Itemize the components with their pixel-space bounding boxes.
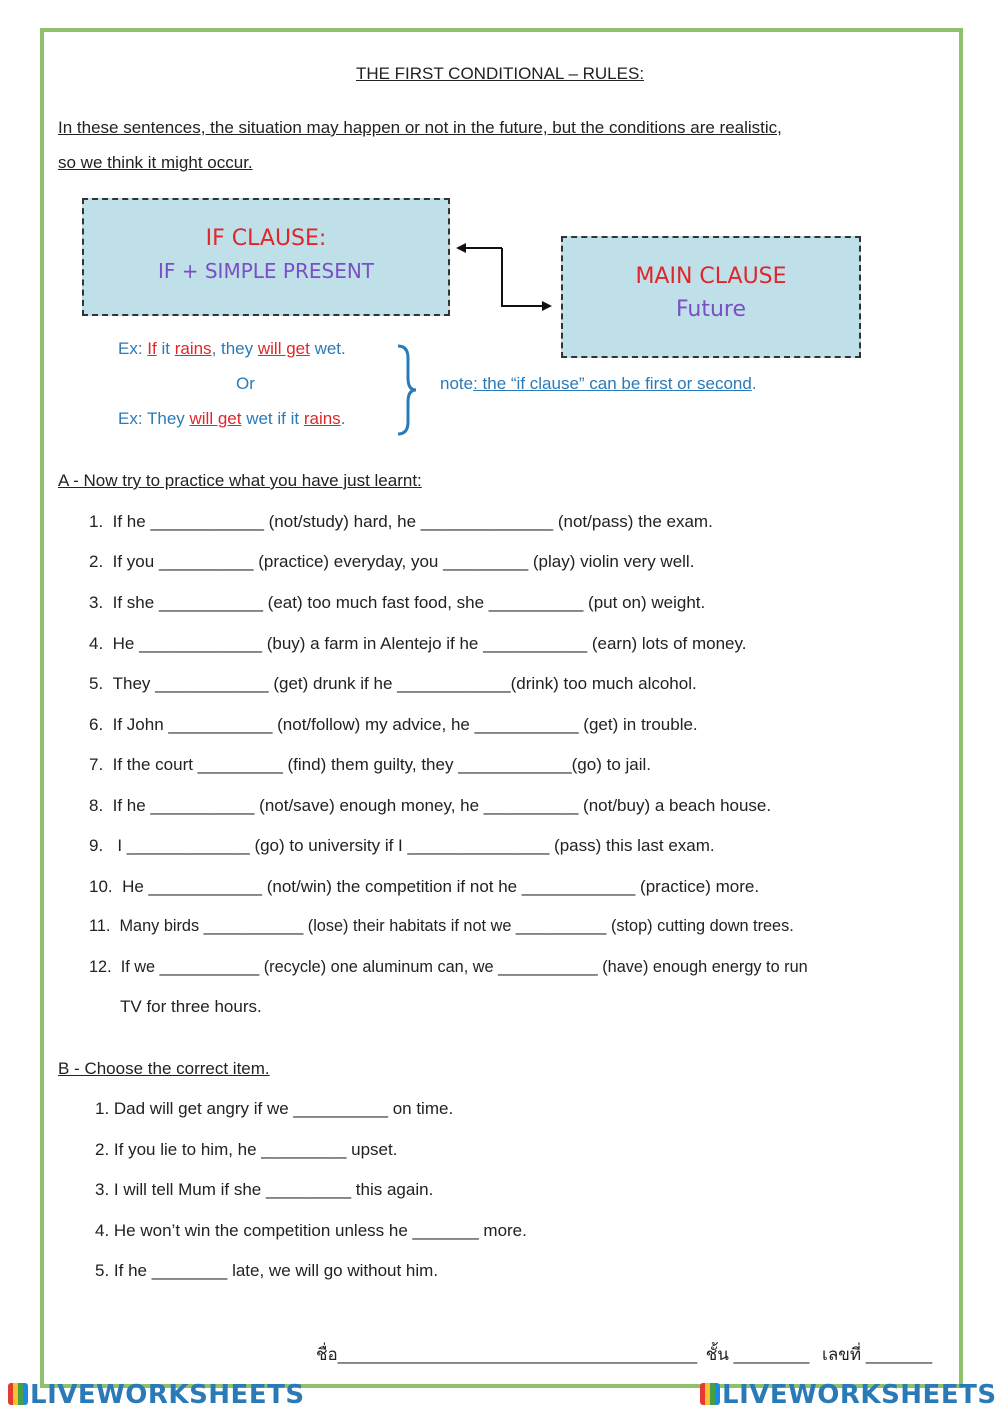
brand-logo-left: LIVEWORKSHEETS (8, 1380, 305, 1410)
exercise-a-item: 9. I _____________ (go) to university if I _______________ (pass) this last exam. (89, 836, 715, 855)
exercise-b-item: 5. If he ________ late, we will go without him. (95, 1261, 439, 1280)
exercise-b-item: 4. He won’t win the competition unless he _______ more. (95, 1221, 527, 1240)
note: note: the “if clause” can be first or second. (440, 374, 757, 393)
exercise-a-item: 12. If we ___________ (recycle) one aluminum can, we ___________ (have) enough energy to run (89, 958, 808, 976)
intro-line-1: In these sentences, the situation may happen or not in the future, but the conditions are realistic, (58, 118, 782, 137)
exercise-b-item: 3. I will tell Mum if she _________ this again. (95, 1180, 434, 1199)
number-field[interactable]: _______ (865, 1345, 933, 1364)
main-clause-formula: Future (675, 297, 747, 322)
brand-mark-icon (700, 1383, 720, 1405)
exercise-a-item: 10. He ____________ (not/win) the competition if not he ____________ (practice) more. (89, 877, 760, 896)
class-field[interactable]: ________ (733, 1345, 810, 1364)
name-field[interactable]: ______________________________________ (337, 1345, 698, 1364)
connector-arrow-icon (450, 236, 560, 316)
main-clause-title: MAIN CLAUSE (635, 264, 787, 289)
exercise-a-item: 11. Many birds ___________ (lose) their habitats if not we __________ (stop) cutting down trees. (89, 917, 794, 935)
brand-mark-icon (8, 1383, 28, 1405)
exercise-a-item: 7. If the court _________ (find) them guilty, they ____________(go) to jail. (89, 755, 652, 774)
number-label: เลขที่ (822, 1345, 862, 1364)
if-clause-formula: IF + SIMPLE PRESENT (157, 259, 375, 283)
page-title: THE FIRST CONDITIONAL – RULES: (355, 64, 645, 83)
exercise-a-item: 1. If he ____________ (not/study) hard, he ______________ (not/pass) the exam. (89, 512, 713, 531)
exercise-a-item: 8. If he ___________ (not/save) enough money, he __________ (not/buy) a beach house. (89, 796, 772, 815)
exercise-a-item: 5. They ____________ (get) drunk if he ____________(drink) too much alcohol. (89, 674, 697, 693)
exercise-a-item: 4. He _____________ (buy) a farm in Alentejo if he ___________ (earn) lots of money. (89, 634, 747, 653)
exercise-a-item-12-continuation: TV for three hours. (120, 997, 262, 1016)
section-b-heading: B - Choose the correct item. (58, 1059, 270, 1078)
intro-line-2: so we think it might occur. (58, 153, 253, 172)
name-label: ชื่อ (316, 1345, 338, 1364)
example-or: Or (236, 374, 255, 393)
section-a-heading: A - Now try to practice what you have just learnt: (58, 471, 422, 490)
exercise-a-item: 3. If she ___________ (eat) too much fast food, she __________ (put on) weight. (89, 593, 706, 612)
curly-brace-icon (394, 344, 418, 436)
example-1: Ex: If it rains, they will get wet. (118, 339, 346, 358)
exercise-a-item: 2. If you __________ (practice) everyday, you _________ (play) violin very well. (89, 552, 695, 571)
exercise-a-item: 6. If John ___________ (not/follow) my advice, he ___________ (get) in trouble. (89, 715, 698, 734)
class-label: ชั้น (705, 1345, 729, 1364)
exercise-b-item: 2. If you lie to him, he _________ upset. (95, 1140, 398, 1159)
exercise-b-item: 1. Dad will get angry if we __________ on time. (95, 1099, 454, 1118)
if-clause-title: IF CLAUSE: (205, 226, 327, 251)
main-clause-box (561, 236, 861, 358)
example-2: Ex: They will get wet if it rains. (118, 409, 346, 428)
brand-logo-right: LIVEWORKSHEETS (700, 1380, 997, 1410)
if-clause-box (82, 198, 450, 316)
student-info-line (316, 1341, 932, 1368)
